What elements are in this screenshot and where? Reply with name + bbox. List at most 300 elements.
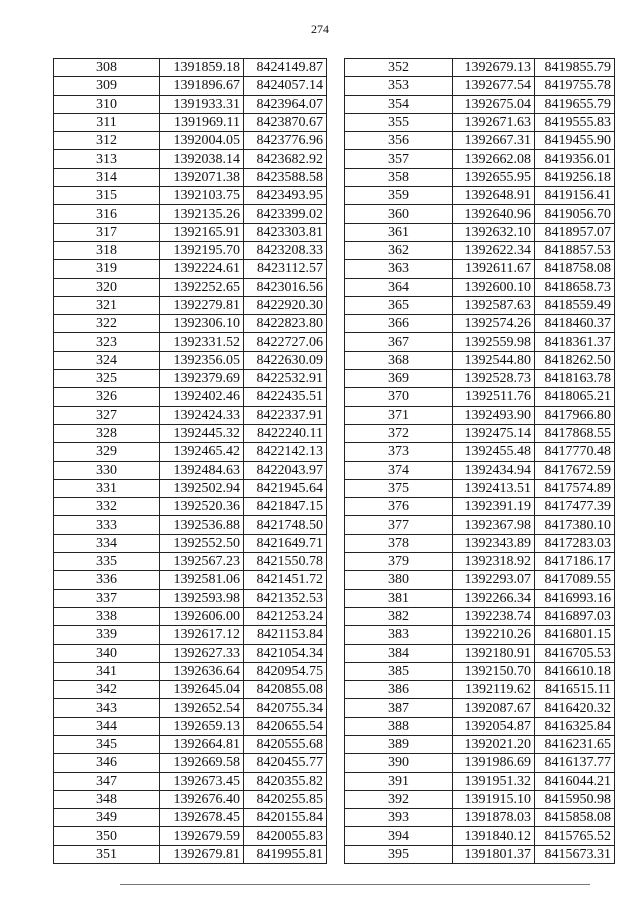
table-row [345, 827, 615, 845]
point-number-cell: 368 [345, 351, 453, 369]
x-coordinate-cell: 1392667.31 [453, 132, 535, 150]
x-coordinate-cell: 1392544.80 [453, 351, 535, 369]
point-number-cell: 321 [54, 296, 160, 314]
x-coordinate-cell: 1391969.11 [160, 113, 244, 131]
table-row [54, 406, 327, 424]
y-coordinate-cell: 8422043.97 [244, 461, 327, 479]
table-row [345, 772, 615, 790]
y-coordinate-cell: 8421352.53 [244, 589, 327, 607]
point-number-cell: 357 [345, 150, 453, 168]
point-number-cell: 324 [54, 351, 160, 369]
point-number-cell: 390 [345, 754, 453, 772]
y-coordinate-cell: 8416231.65 [535, 735, 615, 753]
point-number-cell: 310 [54, 95, 160, 113]
x-coordinate-cell: 1392424.33 [160, 406, 244, 424]
point-number-cell: 358 [345, 168, 453, 186]
table-row [54, 607, 327, 625]
point-number-cell: 335 [54, 553, 160, 571]
point-number-cell: 378 [345, 534, 453, 552]
y-coordinate-cell: 8415673.31 [535, 845, 615, 863]
y-coordinate-cell: 8423303.81 [244, 223, 327, 241]
y-coordinate-cell: 8422532.91 [244, 370, 327, 388]
table-row [345, 388, 615, 406]
table-row [54, 424, 327, 442]
y-coordinate-cell: 8418758.08 [535, 260, 615, 278]
point-number-cell: 315 [54, 187, 160, 205]
x-coordinate-cell: 1392574.26 [453, 315, 535, 333]
y-coordinate-cell: 8419755.78 [535, 77, 615, 95]
table-row [345, 296, 615, 314]
x-coordinate-cell: 1392648.91 [453, 187, 535, 205]
point-number-cell: 359 [345, 187, 453, 205]
x-coordinate-cell: 1392318.92 [453, 553, 535, 571]
table-row [345, 168, 615, 186]
y-coordinate-cell: 8419655.79 [535, 95, 615, 113]
x-coordinate-cell: 1392465.42 [160, 443, 244, 461]
point-number-cell: 393 [345, 809, 453, 827]
point-number-cell: 325 [54, 370, 160, 388]
point-number-cell: 322 [54, 315, 160, 333]
point-number-cell: 348 [54, 790, 160, 808]
x-coordinate-cell: 1392678.45 [160, 809, 244, 827]
table-row [54, 443, 327, 461]
table-row [54, 59, 327, 77]
point-number-cell: 394 [345, 827, 453, 845]
point-number-cell: 366 [345, 315, 453, 333]
point-number-cell: 376 [345, 498, 453, 516]
y-coordinate-cell: 8420555.68 [244, 735, 327, 753]
y-coordinate-cell: 8422142.13 [244, 443, 327, 461]
y-coordinate-cell: 8417966.80 [535, 406, 615, 424]
table-row [345, 717, 615, 735]
x-coordinate-cell: 1392038.14 [160, 150, 244, 168]
table-row [345, 699, 615, 717]
x-coordinate-cell: 1391986.69 [453, 754, 535, 772]
table-row [54, 809, 327, 827]
y-coordinate-cell: 8423870.67 [244, 113, 327, 131]
coordinates-table-left [53, 58, 327, 864]
point-number-cell: 362 [345, 241, 453, 259]
y-coordinate-cell: 8417574.89 [535, 479, 615, 497]
table-row [345, 809, 615, 827]
point-number-cell: 350 [54, 827, 160, 845]
table-row [345, 150, 615, 168]
y-coordinate-cell: 8416137.77 [535, 754, 615, 772]
y-coordinate-cell: 8420855.08 [244, 681, 327, 699]
table-row [54, 296, 327, 314]
point-number-cell: 318 [54, 241, 160, 259]
y-coordinate-cell: 8423112.57 [244, 260, 327, 278]
y-coordinate-cell: 8421945.64 [244, 479, 327, 497]
point-number-cell: 316 [54, 205, 160, 223]
y-coordinate-cell: 8421847.15 [244, 498, 327, 516]
table-row [345, 315, 615, 333]
y-coordinate-cell: 8420255.85 [244, 790, 327, 808]
point-number-cell: 361 [345, 223, 453, 241]
x-coordinate-cell: 1392622.34 [453, 241, 535, 259]
table-row [54, 571, 327, 589]
y-coordinate-cell: 8422337.91 [244, 406, 327, 424]
x-coordinate-cell: 1392331.52 [160, 333, 244, 351]
x-coordinate-cell: 1392413.51 [453, 479, 535, 497]
y-coordinate-cell: 8417770.48 [535, 443, 615, 461]
point-number-cell: 385 [345, 662, 453, 680]
y-coordinate-cell: 8420155.84 [244, 809, 327, 827]
x-coordinate-cell: 1392266.34 [453, 589, 535, 607]
coordinates-table-right [344, 58, 615, 864]
table-row [345, 607, 615, 625]
point-number-cell: 379 [345, 553, 453, 571]
x-coordinate-cell: 1391840.12 [453, 827, 535, 845]
y-coordinate-cell: 8418163.78 [535, 370, 615, 388]
table-row [54, 589, 327, 607]
table-row [345, 223, 615, 241]
table-row [345, 479, 615, 497]
y-coordinate-cell: 8416515.11 [535, 681, 615, 699]
x-coordinate-cell: 1391859.18 [160, 59, 244, 77]
y-coordinate-cell: 8423964.07 [244, 95, 327, 113]
table-row [345, 498, 615, 516]
table-row [54, 754, 327, 772]
point-number-cell: 344 [54, 717, 160, 735]
table-row [54, 95, 327, 113]
x-coordinate-cell: 1392673.45 [160, 772, 244, 790]
point-number-cell: 317 [54, 223, 160, 241]
table-row [345, 278, 615, 296]
table-row [345, 461, 615, 479]
x-coordinate-cell: 1392679.59 [160, 827, 244, 845]
y-coordinate-cell: 8423588.58 [244, 168, 327, 186]
point-number-cell: 331 [54, 479, 160, 497]
table-row [345, 113, 615, 131]
x-coordinate-cell: 1392632.10 [453, 223, 535, 241]
y-coordinate-cell: 8415950.98 [535, 790, 615, 808]
x-coordinate-cell: 1392224.61 [160, 260, 244, 278]
table-row [345, 443, 615, 461]
point-number-cell: 336 [54, 571, 160, 589]
y-coordinate-cell: 8417380.10 [535, 516, 615, 534]
x-coordinate-cell: 1392536.88 [160, 516, 244, 534]
table-row [54, 333, 327, 351]
y-coordinate-cell: 8422630.09 [244, 351, 327, 369]
table-row [54, 187, 327, 205]
point-number-cell: 329 [54, 443, 160, 461]
y-coordinate-cell: 8416897.03 [535, 607, 615, 625]
point-number-cell: 388 [345, 717, 453, 735]
table-row [345, 644, 615, 662]
x-coordinate-cell: 1392664.81 [160, 735, 244, 753]
table-row [54, 260, 327, 278]
table-row [345, 516, 615, 534]
table-row [54, 553, 327, 571]
point-number-cell: 337 [54, 589, 160, 607]
x-coordinate-cell: 1392655.95 [453, 168, 535, 186]
y-coordinate-cell: 8416610.18 [535, 662, 615, 680]
x-coordinate-cell: 1392581.06 [160, 571, 244, 589]
x-coordinate-cell: 1392391.19 [453, 498, 535, 516]
table-row [54, 241, 327, 259]
y-coordinate-cell: 8421550.78 [244, 553, 327, 571]
y-coordinate-cell: 8419056.70 [535, 205, 615, 223]
y-coordinate-cell: 8417672.59 [535, 461, 615, 479]
x-coordinate-cell: 1392087.67 [453, 699, 535, 717]
y-coordinate-cell: 8417477.39 [535, 498, 615, 516]
x-coordinate-cell: 1392195.70 [160, 241, 244, 259]
point-number-cell: 391 [345, 772, 453, 790]
y-coordinate-cell: 8418065.21 [535, 388, 615, 406]
y-coordinate-cell: 8417186.17 [535, 553, 615, 571]
table-row [54, 370, 327, 388]
point-number-cell: 372 [345, 424, 453, 442]
point-number-cell: 311 [54, 113, 160, 131]
table-row [345, 351, 615, 369]
point-number-cell: 343 [54, 699, 160, 717]
x-coordinate-cell: 1392600.10 [453, 278, 535, 296]
point-number-cell: 326 [54, 388, 160, 406]
x-coordinate-cell: 1392293.07 [453, 571, 535, 589]
x-coordinate-cell: 1392659.13 [160, 717, 244, 735]
point-number-cell: 334 [54, 534, 160, 552]
table-row [345, 571, 615, 589]
table-row [54, 205, 327, 223]
y-coordinate-cell: 8417283.03 [535, 534, 615, 552]
y-coordinate-cell: 8419555.83 [535, 113, 615, 131]
y-coordinate-cell: 8423776.96 [244, 132, 327, 150]
point-number-cell: 363 [345, 260, 453, 278]
table-row [345, 187, 615, 205]
point-number-cell: 345 [54, 735, 160, 753]
point-number-cell: 365 [345, 296, 453, 314]
x-coordinate-cell: 1392475.14 [453, 424, 535, 442]
table-row [345, 845, 615, 863]
table-row [54, 113, 327, 131]
point-number-cell: 370 [345, 388, 453, 406]
y-coordinate-cell: 8418262.50 [535, 351, 615, 369]
table-row [345, 553, 615, 571]
x-coordinate-cell: 1392511.76 [453, 388, 535, 406]
point-number-cell: 367 [345, 333, 453, 351]
x-coordinate-cell: 1392367.98 [453, 516, 535, 534]
x-coordinate-cell: 1392455.48 [453, 443, 535, 461]
y-coordinate-cell: 8419156.41 [535, 187, 615, 205]
x-coordinate-cell: 1392103.75 [160, 187, 244, 205]
point-number-cell: 309 [54, 77, 160, 95]
y-coordinate-cell: 8422727.06 [244, 333, 327, 351]
x-coordinate-cell: 1392004.05 [160, 132, 244, 150]
x-coordinate-cell: 1391896.67 [160, 77, 244, 95]
table-row [54, 498, 327, 516]
table-row [345, 754, 615, 772]
point-number-cell: 355 [345, 113, 453, 131]
y-coordinate-cell: 8423682.92 [244, 150, 327, 168]
point-number-cell: 340 [54, 644, 160, 662]
y-coordinate-cell: 8419356.01 [535, 150, 615, 168]
table-row [54, 772, 327, 790]
x-coordinate-cell: 1392593.98 [160, 589, 244, 607]
x-coordinate-cell: 1392676.40 [160, 790, 244, 808]
point-number-cell: 382 [345, 607, 453, 625]
y-coordinate-cell: 8424149.87 [244, 59, 327, 77]
table-row [54, 662, 327, 680]
table-row [54, 516, 327, 534]
table-row [54, 278, 327, 296]
point-number-cell: 384 [345, 644, 453, 662]
table-row [345, 132, 615, 150]
x-coordinate-cell: 1392520.36 [160, 498, 244, 516]
x-coordinate-cell: 1392279.81 [160, 296, 244, 314]
y-coordinate-cell: 8420455.77 [244, 754, 327, 772]
table-row [54, 699, 327, 717]
y-coordinate-cell: 8416801.15 [535, 626, 615, 644]
y-coordinate-cell: 8419256.18 [535, 168, 615, 186]
y-coordinate-cell: 8417089.55 [535, 571, 615, 589]
point-number-cell: 369 [345, 370, 453, 388]
y-coordinate-cell: 8416993.16 [535, 589, 615, 607]
x-coordinate-cell: 1392238.74 [453, 607, 535, 625]
y-coordinate-cell: 8422823.80 [244, 315, 327, 333]
x-coordinate-cell: 1391878.03 [453, 809, 535, 827]
x-coordinate-cell: 1392150.70 [453, 662, 535, 680]
y-coordinate-cell: 8421054.34 [244, 644, 327, 662]
x-coordinate-cell: 1391801.37 [453, 845, 535, 863]
x-coordinate-cell: 1391951.32 [453, 772, 535, 790]
x-coordinate-cell: 1392559.98 [453, 333, 535, 351]
table-row [345, 59, 615, 77]
table-row [345, 370, 615, 388]
table-row [345, 424, 615, 442]
point-number-cell: 338 [54, 607, 160, 625]
point-number-cell: 346 [54, 754, 160, 772]
y-coordinate-cell: 8420655.54 [244, 717, 327, 735]
x-coordinate-cell: 1392611.67 [453, 260, 535, 278]
x-coordinate-cell: 1392640.96 [453, 205, 535, 223]
y-coordinate-cell: 8420355.82 [244, 772, 327, 790]
table-row [345, 681, 615, 699]
point-number-cell: 312 [54, 132, 160, 150]
y-coordinate-cell: 8421253.24 [244, 607, 327, 625]
point-number-cell: 328 [54, 424, 160, 442]
y-coordinate-cell: 8423208.33 [244, 241, 327, 259]
table-row [345, 589, 615, 607]
x-coordinate-cell: 1391915.10 [453, 790, 535, 808]
x-coordinate-cell: 1392671.63 [453, 113, 535, 131]
y-coordinate-cell: 8418857.53 [535, 241, 615, 259]
point-number-cell: 332 [54, 498, 160, 516]
x-coordinate-cell: 1392165.91 [160, 223, 244, 241]
table-row [54, 77, 327, 95]
point-number-cell: 352 [345, 59, 453, 77]
x-coordinate-cell: 1392645.04 [160, 681, 244, 699]
point-number-cell: 308 [54, 59, 160, 77]
point-number-cell: 387 [345, 699, 453, 717]
point-number-cell: 386 [345, 681, 453, 699]
y-coordinate-cell: 8417868.55 [535, 424, 615, 442]
y-coordinate-cell: 8418361.37 [535, 333, 615, 351]
table-row [345, 735, 615, 753]
table-row [54, 534, 327, 552]
point-number-cell: 347 [54, 772, 160, 790]
table-row [54, 223, 327, 241]
table-row [345, 241, 615, 259]
table-row [54, 717, 327, 735]
point-number-cell: 360 [345, 205, 453, 223]
y-coordinate-cell: 8416420.32 [535, 699, 615, 717]
x-coordinate-cell: 1392021.20 [453, 735, 535, 753]
table-row [54, 351, 327, 369]
x-coordinate-cell: 1392528.73 [453, 370, 535, 388]
table-row [54, 644, 327, 662]
point-number-cell: 375 [345, 479, 453, 497]
point-number-cell: 333 [54, 516, 160, 534]
x-coordinate-cell: 1392567.23 [160, 553, 244, 571]
table-row [345, 406, 615, 424]
y-coordinate-cell: 8418460.37 [535, 315, 615, 333]
x-coordinate-cell: 1392180.91 [453, 644, 535, 662]
point-number-cell: 341 [54, 662, 160, 680]
x-coordinate-cell: 1391933.31 [160, 95, 244, 113]
x-coordinate-cell: 1392306.10 [160, 315, 244, 333]
bottom-divider [120, 884, 590, 885]
table-row [345, 77, 615, 95]
x-coordinate-cell: 1392669.58 [160, 754, 244, 772]
y-coordinate-cell: 8422435.51 [244, 388, 327, 406]
x-coordinate-cell: 1392119.62 [453, 681, 535, 699]
x-coordinate-cell: 1392071.38 [160, 168, 244, 186]
point-number-cell: 383 [345, 626, 453, 644]
point-number-cell: 349 [54, 809, 160, 827]
table-row [345, 790, 615, 808]
point-number-cell: 354 [345, 95, 453, 113]
x-coordinate-cell: 1392135.26 [160, 205, 244, 223]
x-coordinate-cell: 1392252.65 [160, 278, 244, 296]
table-row [54, 827, 327, 845]
table-row [345, 662, 615, 680]
x-coordinate-cell: 1392677.54 [453, 77, 535, 95]
x-coordinate-cell: 1392606.00 [160, 607, 244, 625]
x-coordinate-cell: 1392054.87 [453, 717, 535, 735]
table-row [54, 735, 327, 753]
point-number-cell: 371 [345, 406, 453, 424]
x-coordinate-cell: 1392679.13 [453, 59, 535, 77]
point-number-cell: 392 [345, 790, 453, 808]
y-coordinate-cell: 8421451.72 [244, 571, 327, 589]
table-row [54, 461, 327, 479]
y-coordinate-cell: 8423399.02 [244, 205, 327, 223]
table-row [345, 626, 615, 644]
y-coordinate-cell: 8419455.90 [535, 132, 615, 150]
x-coordinate-cell: 1392652.54 [160, 699, 244, 717]
table-row [345, 260, 615, 278]
x-coordinate-cell: 1392636.64 [160, 662, 244, 680]
point-number-cell: 380 [345, 571, 453, 589]
y-coordinate-cell: 8418658.73 [535, 278, 615, 296]
point-number-cell: 377 [345, 516, 453, 534]
point-number-cell: 320 [54, 278, 160, 296]
point-number-cell: 327 [54, 406, 160, 424]
point-number-cell: 356 [345, 132, 453, 150]
x-coordinate-cell: 1392627.33 [160, 644, 244, 662]
x-coordinate-cell: 1392617.12 [160, 626, 244, 644]
y-coordinate-cell: 8421649.71 [244, 534, 327, 552]
y-coordinate-cell: 8421153.84 [244, 626, 327, 644]
y-coordinate-cell: 8420055.83 [244, 827, 327, 845]
point-number-cell: 374 [345, 461, 453, 479]
y-coordinate-cell: 8422240.11 [244, 424, 327, 442]
point-number-cell: 364 [345, 278, 453, 296]
x-coordinate-cell: 1392587.63 [453, 296, 535, 314]
point-number-cell: 395 [345, 845, 453, 863]
point-number-cell: 319 [54, 260, 160, 278]
